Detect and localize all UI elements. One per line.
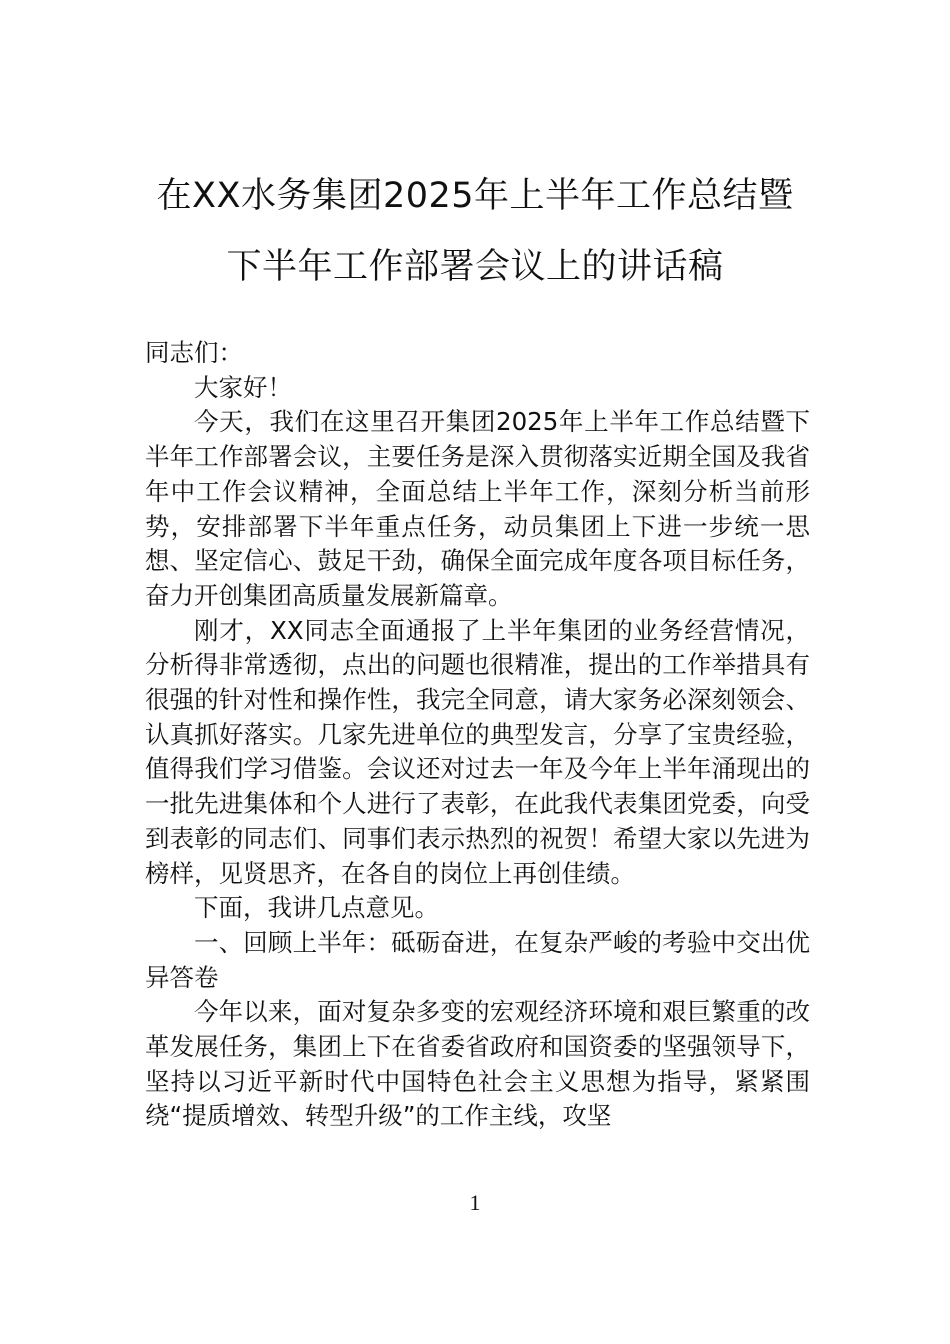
document-body	[145, 336, 810, 1134]
body-paragraph: 下面，我讲几点意见。	[194, 893, 439, 923]
document-title-line-2: 下半年工作部署会议上的讲话稿	[226, 247, 724, 287]
page-number: 1	[469, 1190, 481, 1215]
salutation: 同志们：	[145, 338, 243, 367]
section-heading: 一、回顾上半年：砥砺奋进，在复杂严峻的考验中交出优异答卷	[145, 927, 810, 992]
body-paragraph: 今天，我们在这里召开集团2025年上半年工作总结暨下半年工作部署会议，主要任务是深入贯彻落实近期全国及我省年中工作会议精神，全面总结上半年工作，深刻分析当前形势，安排部署下半年重点任务，动员集团上下进一步统一思想、坚定信心、鼓足干劲，确保全面完成年度各项目标任务，奋力开创集团高质量发展新篇章。	[145, 407, 810, 610]
body-paragraph: 刚才，XX同志全面通报了上半年集团的业务经营情况，分析得非常透彻，点出的问题也很精准，提出的工作举措具有很强的针对性和操作性，我完全同意，请大家务必深刻领会、认真抓好落实。几家先进单位的典型发言，分享了宝贵经验，值得我们学习借鉴。会议还对过去一年及今年上半年涌现出的一批先进集体和个人进行了表彰，在此我代表集团党委，向受到表彰的同志们、同事们表示热烈的祝贺！希望大家以先进为榜样，见贤思齐，在各自的岗位上再创佳绩。	[145, 615, 810, 888]
document-title-line-1: 在XX水务集团2025年上半年工作总结暨	[156, 176, 794, 216]
greeting: 大家好！	[194, 372, 292, 402]
body-paragraph: 今年以来，面对复杂多变的宏观经济环境和艰巨繁重的改革发展任务，集团上下在省委省政府和国资委的坚强领导下，坚持以习近平新时代中国特色社会主义思想为指导，紧紧围绕“提质增效、转型升级”的工作主线，攻坚	[145, 997, 810, 1131]
